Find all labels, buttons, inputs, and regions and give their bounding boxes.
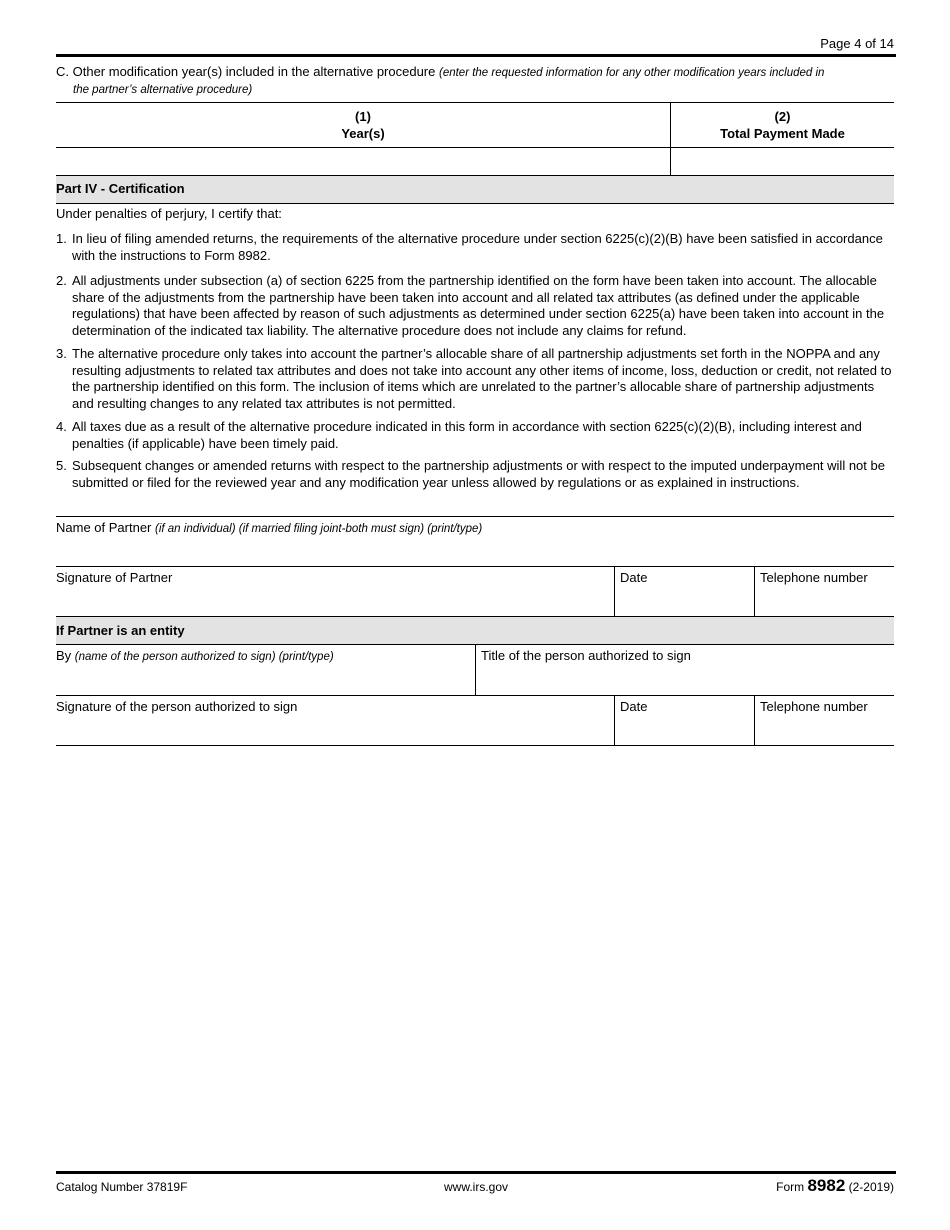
partner-name-note: (if an individual) (if married filing joint-both must sign) (print/type) [155, 523, 483, 535]
col2-label: Total Payment Made [720, 126, 845, 141]
form-identifier [776, 1176, 894, 1196]
entity-phone-input[interactable] [760, 719, 890, 741]
entity-signature-input[interactable] [60, 719, 608, 741]
catalog-number: Catalog Number 37819F [56, 1180, 188, 1194]
item-number: 2. [56, 273, 67, 288]
entity-title-input[interactable] [481, 668, 890, 690]
years-input[interactable] [60, 151, 664, 171]
partner-name-label-group [56, 520, 482, 535]
section-c-instruction-cont: the partner’s alternative procedure) [73, 84, 253, 96]
partner-name-label: Name of Partner [56, 520, 152, 535]
form-revision: (2-2019) [848, 1180, 894, 1194]
entity-title-label: Title of the person authorized to sign [481, 648, 691, 663]
entity-title: If Partner is an entity [56, 623, 185, 638]
item-text: All taxes due as a result of the alternative procedure indicated in this form in accordance with section 6225(c)(2)(B), including interest and penalties (if applicable) have been timely paid. [72, 419, 862, 451]
partner-phone-label: Telephone number [760, 570, 868, 585]
col1-label: Year(s) [341, 126, 385, 141]
entity-date-phone-divider [754, 695, 755, 745]
entity-by-label-group [56, 648, 334, 663]
item-number: 4. [56, 419, 67, 434]
entity-signature-top-rule [56, 695, 894, 696]
entity-by-note: (name of the person authorized to sign) (print/type) [74, 651, 334, 663]
item-number: 5. [56, 458, 67, 473]
certification-item-1 [56, 231, 896, 264]
entity-by-input[interactable] [60, 668, 470, 690]
item-number: 1. [56, 231, 67, 246]
partner-signature-input[interactable] [60, 590, 608, 612]
item-text: All adjustments under subsection (a) of section 6225 from the partnership identified on the form have been taken into account. The allocable share of the adjustments from the partnership have been taken into account and all related tax attributes (as defined under the applicable regulations) that have been affected by reason of such adjustments as determined under section 6225(a) have been taken into account in the determination of the indicated tax liability. The alternative procedure does not include any claims for refund. [72, 273, 885, 338]
col2-number: (2) [774, 109, 791, 124]
col-header-payment [671, 108, 894, 142]
part4-top-rule [56, 175, 894, 176]
entity-by-label: By [56, 648, 72, 663]
item-text: In lieu of filing amended returns, the requirements of the alternative procedure under section 6225(c)(2)(B) have been satisfied in accordance with the instructions to Form 8982. [72, 231, 883, 263]
entity-top-rule [56, 616, 894, 617]
signature-date-divider [614, 566, 615, 616]
partner-phone-input[interactable] [760, 590, 890, 612]
partner-date-label: Date [620, 570, 648, 585]
table-header-rule [56, 147, 894, 148]
certification-intro: Under penalties of perjury, I certify that: [56, 206, 282, 221]
partner-signature-label: Signature of Partner [56, 570, 173, 585]
entity-date-input[interactable] [620, 719, 748, 741]
total-payment-input[interactable] [676, 151, 890, 171]
footer-rule [56, 1171, 896, 1174]
col-header-years [56, 108, 670, 142]
item-text: Subsequent changes or amended returns with respect to the partnership adjustments or with respect to the imputed underpayment will not be submitted or filed for the reviewed year and any modification year unless allowed by regulations or as explained in instructions. [72, 458, 885, 490]
part4-bottom-rule [56, 203, 894, 204]
form-number: 8982 [807, 1176, 846, 1195]
part4-title: Part IV - Certification [56, 181, 185, 196]
certification-item-5 [56, 458, 896, 491]
entity-bottom-final-rule [56, 745, 894, 746]
partner-name-input[interactable] [60, 540, 890, 562]
section-c-title: C. Other modification year(s) included in the alternative procedure [56, 64, 436, 79]
entity-signature-label: Signature of the person authorized to sign [56, 699, 298, 714]
form-prefix: Form [776, 1180, 805, 1194]
certification-item-3 [56, 346, 896, 412]
signature-row-top-rule [56, 566, 894, 567]
name-top-rule [56, 516, 894, 517]
partner-date-input[interactable] [620, 590, 748, 612]
col1-number: (1) [355, 109, 371, 124]
top-rule [56, 54, 896, 57]
item-number: 3. [56, 346, 67, 361]
entity-date-label: Date [620, 699, 648, 714]
section-c-heading [56, 64, 896, 98]
entity-phone-label: Telephone number [760, 699, 868, 714]
section-c-instruction: (enter the requested information for any other modification years included in [438, 67, 825, 79]
irs-website: www.irs.gov [444, 1180, 509, 1194]
item-text: The alternative procedure only takes into account the partner’s allocable share of all partnership adjustments set forth in the NOPPA and any resulting adjustments to related tax attributes and does not take into account any other items of income, loss, deduction or credit, not related to the partnership identified on this form. The inclusion of items which are unrelated to the partner’s allocable share of partnership adjustments and resulting changes to any related tax attributes is not permitted. [72, 346, 892, 411]
certification-item-4 [56, 419, 896, 452]
page-number: Page 4 of 14 [820, 36, 894, 51]
date-phone-divider [754, 566, 755, 616]
table-top-rule [56, 102, 894, 103]
by-title-divider [475, 644, 476, 695]
certification-item-2 [56, 273, 896, 339]
entity-signature-date-divider [614, 695, 615, 745]
